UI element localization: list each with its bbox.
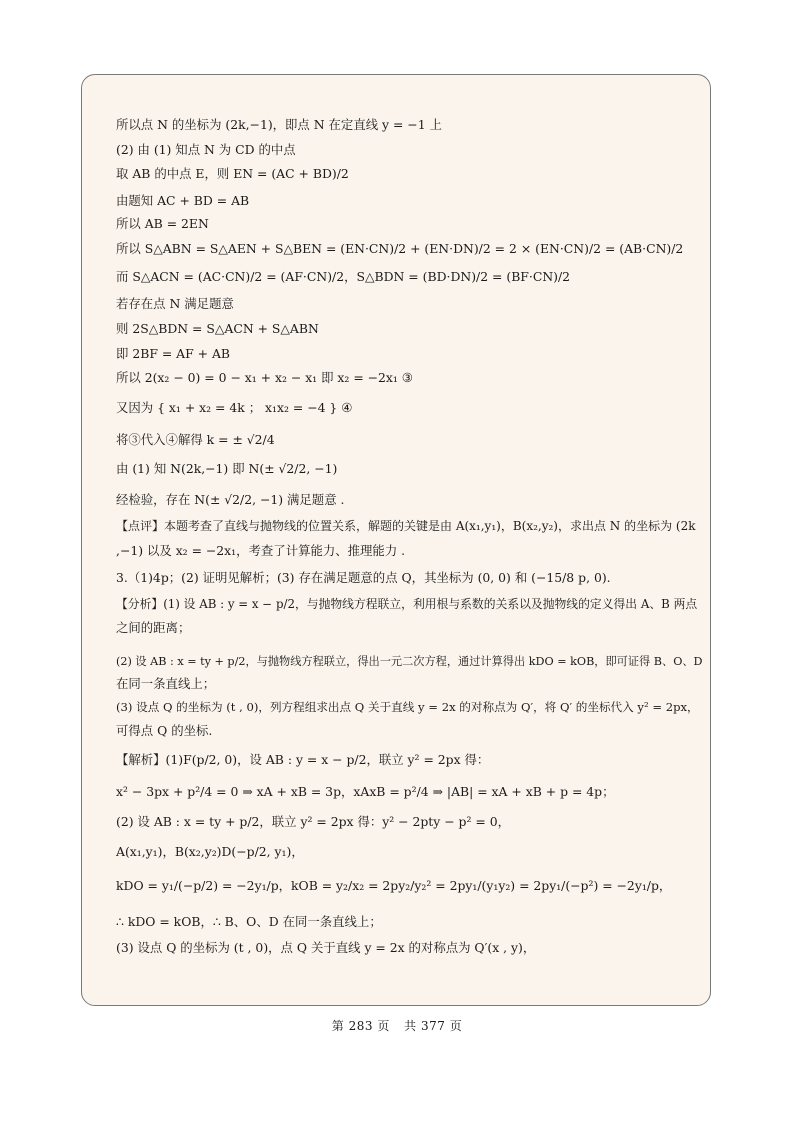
text-line: 【点评】本题考查了直线与抛物线的位置关系，解题的关键是由 A(x₁,y₁)，B(x₂,y₂)，求出点 N 的坐标为 (2k <box>116 519 696 533</box>
text-line: 则 2S△BDN = S△ACN + S△ABN <box>116 321 319 336</box>
text-line: 在同一条直线上； <box>116 676 216 691</box>
page-number: 第 283 页 <box>331 1019 390 1033</box>
text-line: 而 S△ACN = (AC·CN)/2 = (AF·CN)/2，S△BDN = (BD·DN)/2 = (BF·CN)/2 <box>116 269 571 284</box>
text-line: 所以点 N 的坐标为 (2k,−1)，即点 N 在定直线 y = −1 上 <box>116 117 442 132</box>
text-line: (2) 由 (1) 知点 N 为 CD 的中点 <box>116 142 296 157</box>
text-line: 由题知 AC + BD = AB <box>116 193 250 208</box>
text-line: A(x₁,y₁)，B(x₂,y₂)D(−p/2, y₁)， <box>116 844 304 859</box>
text-line: 3.（1)4p；(2) 证明见解析；(3) 存在满足题意的点 Q，其坐标为 (0, 0) 和 (−15/8 p, 0). <box>116 570 611 585</box>
text-line: 可得点 Q 的坐标. <box>116 723 213 738</box>
page-total: 共 377 页 <box>404 1019 463 1033</box>
text-line: ∴ kDO = kOB，∴ B、O、D 在同一条直线上； <box>116 914 382 929</box>
content-panel <box>81 74 711 1006</box>
text-line: (2) 设 AB : x = ty + p/2，联立 y² = 2px 得：y² − 2pty − p² = 0， <box>116 814 510 829</box>
text-line: ,−1) 以及 x₂ = −2x₁，考查了计算能力、推理能力 . <box>116 543 406 558</box>
text-line: 若存在点 N 满足题意 <box>116 296 234 311</box>
text-line: (3) 设点 Q 的坐标为 (t , 0)，点 Q 关于直线 y = 2x 的对称点为 Q′(x , y)， <box>116 940 536 955</box>
text-line: 所以 S△ABN = S△AEN + S△BEN = (EN·CN)/2 + (EN·DN)/2 = 2 × (EN·CN)/2 = (AB·CN)/2 <box>116 241 684 256</box>
text-line: 将③代入④解得 k = ± √2/4 <box>116 432 275 447</box>
text-line: 又因为 { x₁ + x₂ = 4k ； x₁x₂ = −4 } ④ <box>116 400 353 415</box>
text-line: 取 AB 的中点 E，则 EN = (AC + BD)/2 <box>116 166 349 181</box>
text-line: (2) 设 AB : x = ty + p/2，与抛物线方程联立，得出一元二次方程，通过计算得出 kDO = kOB，即可证得 B、O、D <box>116 655 703 668</box>
text-line: 由 (1) 知 N(2k,−1) 即 N(± √2/2, −1) <box>116 461 338 476</box>
text-line: 之间的距离； <box>116 620 191 635</box>
text-line: x² − 3px + p²/4 = 0 ⇒ xA + xB = 3p，xAxB = p²/4 ⇒ |AB| = xA + xB + p = 4p； <box>116 784 615 799</box>
text-line: 所以 2(x₂ − 0) = 0 − x₁ + x₂ − x₁ 即 x₂ = −2x₁ ③ <box>116 370 413 385</box>
text-line: (3) 设点 Q 的坐标为 (t , 0)，列方程组求出点 Q 关于直线 y = 2x 的对称点为 Q′，将 Q′ 的坐标代入 y² = 2px， <box>116 700 699 714</box>
text-line: 经检验，存在 N(± √2/2, −1) 满足题意 . <box>116 492 345 507</box>
page-footer <box>0 1017 794 1034</box>
text-line: kDO = y₁/(−p/2) = −2y₁/p，kOB = y₂/x₂ = 2py₂/y₂² = 2py₁/(y₁y₂) = 2py₁/(−p²) = −2y₁/p， <box>116 878 672 893</box>
text-line: 即 2BF = AF + AB <box>116 346 231 361</box>
text-line: 所以 AB = 2EN <box>116 216 209 231</box>
text-line: 【分析】(1) 设 AB : y = x − p/2，与抛物线方程联立，利用根与系数的关系以及抛物线的定义得出 A、B 两点 <box>116 597 698 611</box>
text-line: 【解析】(1)F(p/2, 0)，设 AB : y = x − p/2，联立 y² = 2px 得： <box>116 752 490 767</box>
